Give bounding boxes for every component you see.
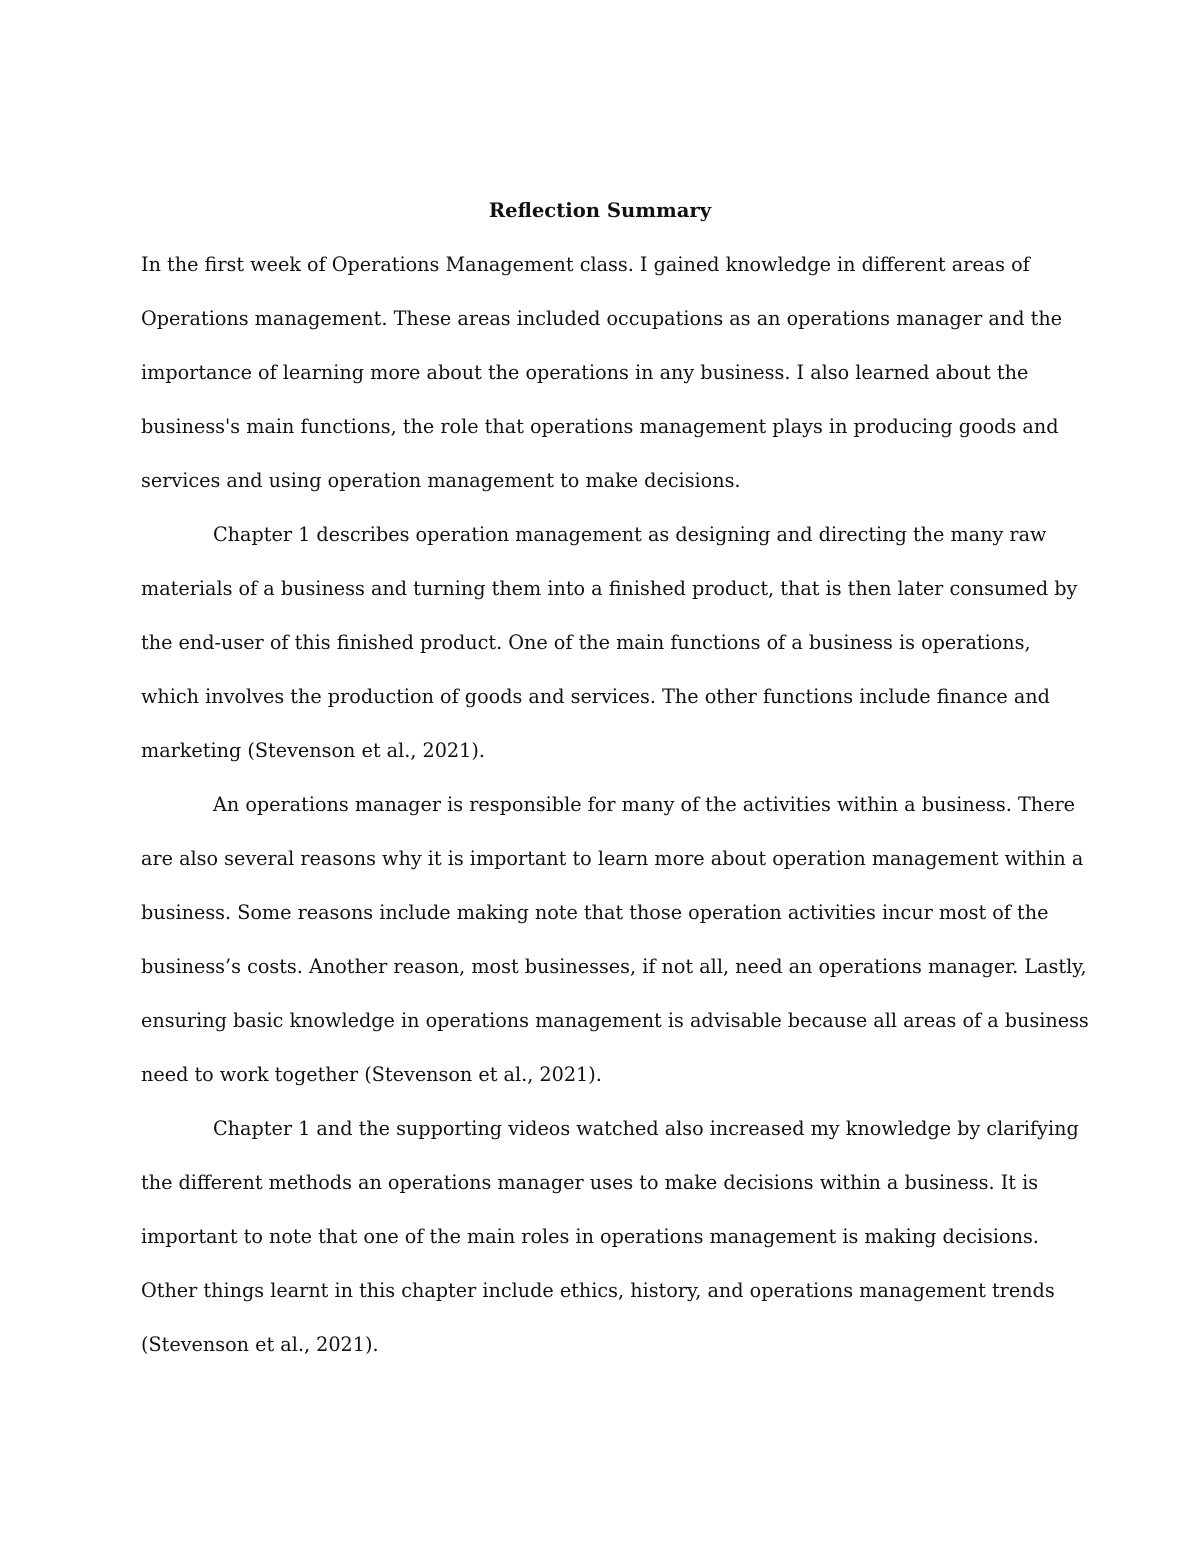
paragraph-line: business. Some reasons include making note that those operation activities incur most of the — [141, 901, 1049, 924]
paragraph-line: important to note that one of the main roles in operations management is making decisions. — [141, 1225, 1039, 1248]
paragraph-4 — [141, 1102, 1079, 1372]
document-body — [141, 184, 1089, 1372]
paragraph-line: Chapter 1 and the supporting videos watched also increased my knowledge by clarifying — [213, 1117, 1079, 1140]
paragraph-line: importance of learning more about the operations in any business. I also learned about the — [141, 361, 1029, 384]
paragraph-line: the end-user of this finished product. One of the main functions of a business is operations, — [141, 631, 1031, 654]
paragraph-line: Chapter 1 describes operation management as designing and directing the many raw — [213, 523, 1047, 546]
paragraph-line: Operations management. These areas included occupations as an operations manager and the — [141, 307, 1063, 330]
paragraph-2 — [141, 508, 1078, 778]
paragraph-3 — [141, 778, 1089, 1102]
paragraph-line: are also several reasons why it is important to learn more about operation management within a — [141, 847, 1084, 870]
paragraph-line: (Stevenson et al., 2021). — [141, 1333, 379, 1356]
paragraph-line: the different methods an operations manager uses to make decisions within a business. It is — [141, 1171, 1039, 1194]
paragraph-line: need to work together (Stevenson et al., 2021). — [141, 1063, 602, 1086]
paragraph-line: which involves the production of goods and services. The other functions include finance and — [141, 685, 1050, 708]
paragraph-1 — [141, 238, 1063, 508]
paragraph-line: materials of a business and turning them into a finished product, that is then later consumed by — [141, 577, 1078, 600]
paragraph-line: marketing (Stevenson et al., 2021). — [141, 739, 485, 762]
paragraph-line: ensuring basic knowledge in operations management is advisable because all areas of a business — [141, 1009, 1089, 1032]
paragraph-line: services and using operation management to make decisions. — [141, 469, 741, 492]
paragraph-line: business's main functions, the role that operations management plays in producing goods and — [141, 415, 1059, 438]
paragraph-line: Other things learnt in this chapter include ethics, history, and operations management trends — [141, 1279, 1055, 1302]
paragraph-line: An operations manager is responsible for many of the activities within a business. There — [213, 793, 1075, 816]
paragraph-line: In the first week of Operations Management class. I gained knowledge in different areas of — [141, 253, 1030, 276]
document-title: Reflection Summary — [488, 199, 712, 222]
paragraph-line: business’s costs. Another reason, most businesses, if not all, need an operations manager. Lastly, — [141, 955, 1087, 978]
